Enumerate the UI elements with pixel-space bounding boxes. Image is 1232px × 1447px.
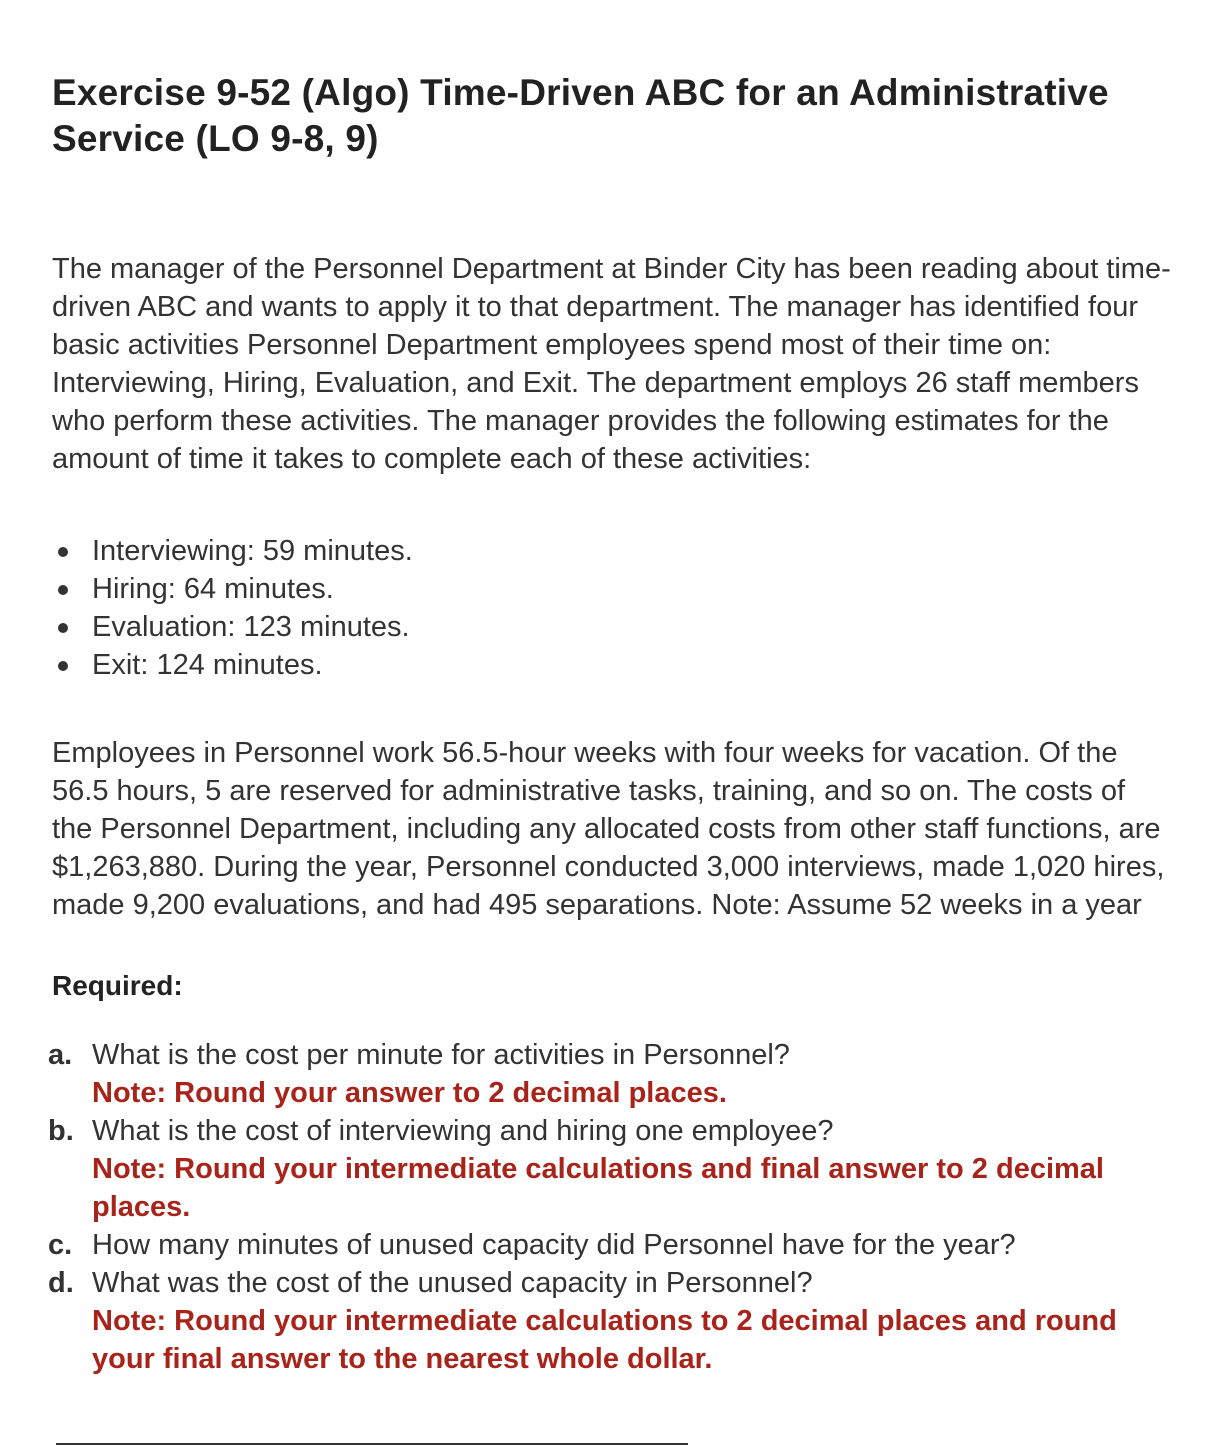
- list-item: [52, 532, 1172, 570]
- question-letter: d.: [48, 1267, 74, 1299]
- question-letter: b.: [48, 1115, 74, 1147]
- question-note: Note: Round your intermediate calculations to 2 decimal places and round your final answer to the nearest whole dollar.: [92, 1305, 1117, 1375]
- list-item: [52, 646, 1172, 684]
- activity-list: [52, 532, 1172, 684]
- question-d: [48, 1264, 1172, 1378]
- bullet-icon: [58, 547, 68, 557]
- question-c: [48, 1226, 1172, 1264]
- question-text: How many minutes of unused capacity did Personnel have for the year?: [92, 1229, 1016, 1261]
- intro-paragraph: The manager of the Personnel Department at Binder City has been reading about time-driven ABC and wants to apply it to that department. The manager has identified four basic activities Personnel Department employees spend most of their time on: Interviewing, Hiring, Evaluation, and Exit. The department employs 26 staff members who perform these activities. The manager provides the following estimates for the amount of time it takes to complete each of these activities:: [52, 253, 1171, 475]
- bullet-icon: [58, 661, 68, 671]
- bullet-icon: [58, 585, 68, 595]
- exercise-page: [48, 70, 1172, 1378]
- question-b: [48, 1112, 1172, 1226]
- activity-text: Evaluation: 123 minutes.: [92, 611, 410, 643]
- question-text: What was the cost of the unused capacity in Personnel?: [92, 1267, 813, 1299]
- question-letter: a.: [48, 1039, 73, 1071]
- exercise-title: Exercise 9-52 (Algo) Time-Driven ABC for an Administrative Service (LO 9-8, 9): [52, 72, 1109, 159]
- question-text: What is the cost per minute for activities in Personnel?: [92, 1039, 790, 1071]
- details-paragraph: Employees in Personnel work 56.5-hour weeks with four weeks for vacation. Of the 56.5 hours, 5 are reserved for administrative tasks, training, and so on. The costs of the Personnel Department, including any allocated costs from other staff functions, are $1,263,880. During the year, Personnel conducted 3,000 interviews, made 1,020 hires, made 9,200 evaluations, and had 495 separations. Note: Assume 52 weeks in a year: [52, 737, 1165, 921]
- question-letter: c.: [48, 1229, 73, 1261]
- question-a: [48, 1036, 1172, 1112]
- question-list: [48, 1036, 1172, 1378]
- list-item: [52, 608, 1172, 646]
- question-note: Note: Round your answer to 2 decimal places.: [92, 1077, 727, 1109]
- question-text: What is the cost of interviewing and hiring one employee?: [92, 1115, 834, 1147]
- activity-text: Hiring: 64 minutes.: [92, 573, 334, 605]
- list-item: [52, 570, 1172, 608]
- required-heading: Required:: [52, 970, 183, 1001]
- question-note: Note: Round your intermediate calculations and final answer to 2 decimal places.: [92, 1153, 1104, 1223]
- activity-text: Exit: 124 minutes.: [92, 649, 323, 681]
- divider-line: [56, 1443, 688, 1445]
- bullet-icon: [58, 623, 68, 633]
- activity-text: Interviewing: 59 minutes.: [92, 535, 413, 567]
